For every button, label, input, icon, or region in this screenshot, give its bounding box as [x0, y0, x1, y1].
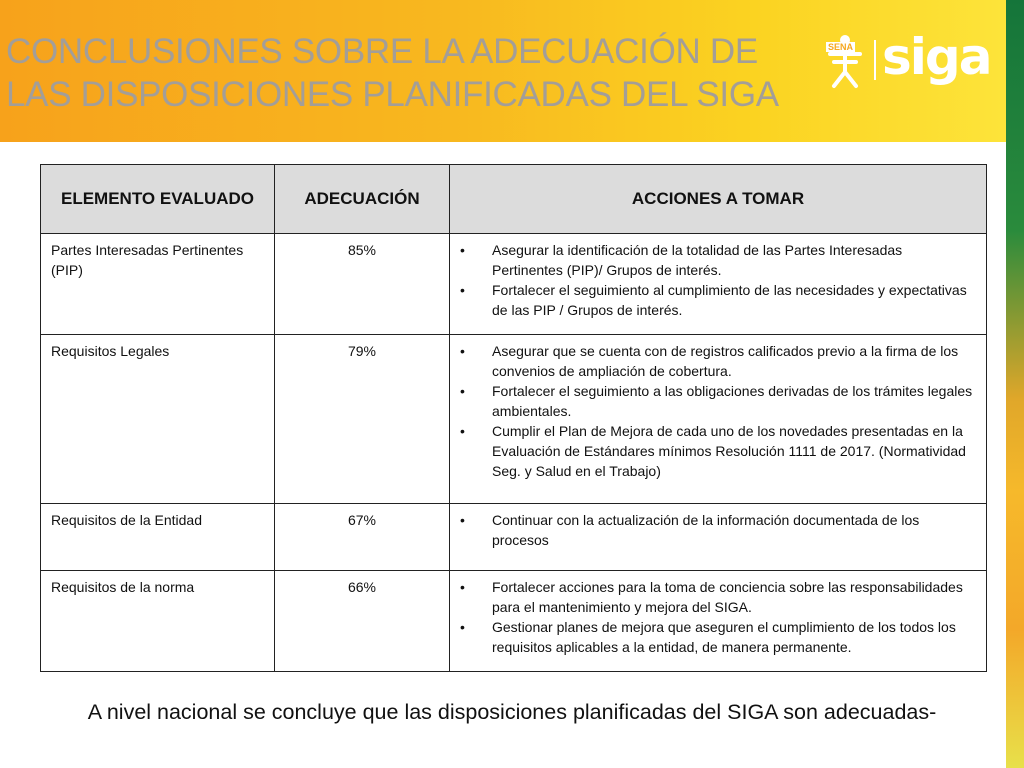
- action-item: • Fortalecer acciones para la toma de conciencia sobre las responsabilidades para el mantenimiento y mejora del SIGA.: [460, 579, 963, 615]
- header-banner: [0, 0, 1006, 142]
- actions-list: [460, 577, 976, 657]
- slide-title: CONCLUSIONES SOBRE LA ADECUACIÓN DE LAS DISPOSICIONES PLANIFICADAS DEL SIGA: [6, 32, 779, 114]
- table-row: [41, 504, 987, 571]
- element-cell: Requisitos de la Entidad: [41, 504, 275, 571]
- adequacy-cell: 85%: [275, 234, 450, 335]
- conclusion-text: A nivel nacional se concluye que las disposiciones planificadas del SIGA son adecuadas-: [87, 700, 937, 724]
- actions-list: [460, 341, 976, 481]
- action-item: • Fortalecer el seguimiento a las obligaciones derivadas de los trámites legales ambientales.: [460, 383, 973, 419]
- table-row: [41, 335, 987, 504]
- actions-list: [460, 510, 976, 550]
- table-header-row: [41, 165, 987, 234]
- logo-divider: [874, 40, 876, 80]
- evaluation-table-container: [40, 164, 986, 672]
- element-cell: Requisitos Legales: [41, 335, 275, 504]
- actions-cell: [450, 571, 987, 672]
- sena-logo-text: SENA: [828, 42, 854, 52]
- logo-area: [822, 28, 991, 104]
- element-cell: Partes Interesadas Pertinentes (PIP): [41, 234, 275, 335]
- adequacy-cell: 67%: [275, 504, 450, 571]
- action-item: • Fortalecer el seguimiento al cumplimiento de las necesidades y expectativas de las PIP / Grupos de interés.: [460, 282, 967, 318]
- action-item: • Asegurar que se cuenta con de registros calificados previo a la firma de los convenios de ampliación de cobertura.: [460, 343, 959, 379]
- siga-logo: siga: [882, 28, 991, 86]
- action-item: • Continuar con la actualización de la información documentada de los procesos: [460, 512, 920, 548]
- element-cell: Requisitos de la norma: [41, 571, 275, 672]
- actions-list: [460, 240, 976, 320]
- adequacy-cell: 66%: [275, 571, 450, 672]
- table-row: [41, 234, 987, 335]
- evaluation-table: [40, 164, 987, 672]
- action-item: • Gestionar planes de mejora que aseguren el cumplimiento de los todos los requisitos aplicables a la entidad, de manera permanente.: [460, 619, 956, 655]
- action-item: • Cumplir el Plan de Mejora de cada uno de los novedades presentadas en la Evaluación de Estándares mínimos Resolución 1111 de 2017. (Normatividad Seg. y Salud en el Trabajo): [460, 423, 966, 479]
- action-item: • Asegurar la identificación de la totalidad de las Partes Interesadas Pertinentes (PIP)/ Grupos de interés.: [460, 242, 903, 278]
- column-header-element: ELEMENTO EVALUADO: [41, 165, 275, 234]
- table-row: [41, 571, 987, 672]
- right-accent-bar: [1006, 0, 1024, 768]
- actions-cell: [450, 504, 987, 571]
- adequacy-cell: 79%: [275, 335, 450, 504]
- actions-cell: [450, 234, 987, 335]
- column-header-actions: ACCIONES A TOMAR: [450, 165, 987, 234]
- column-header-adequacy: ADECUACIÓN: [275, 165, 450, 234]
- actions-cell: [450, 335, 987, 504]
